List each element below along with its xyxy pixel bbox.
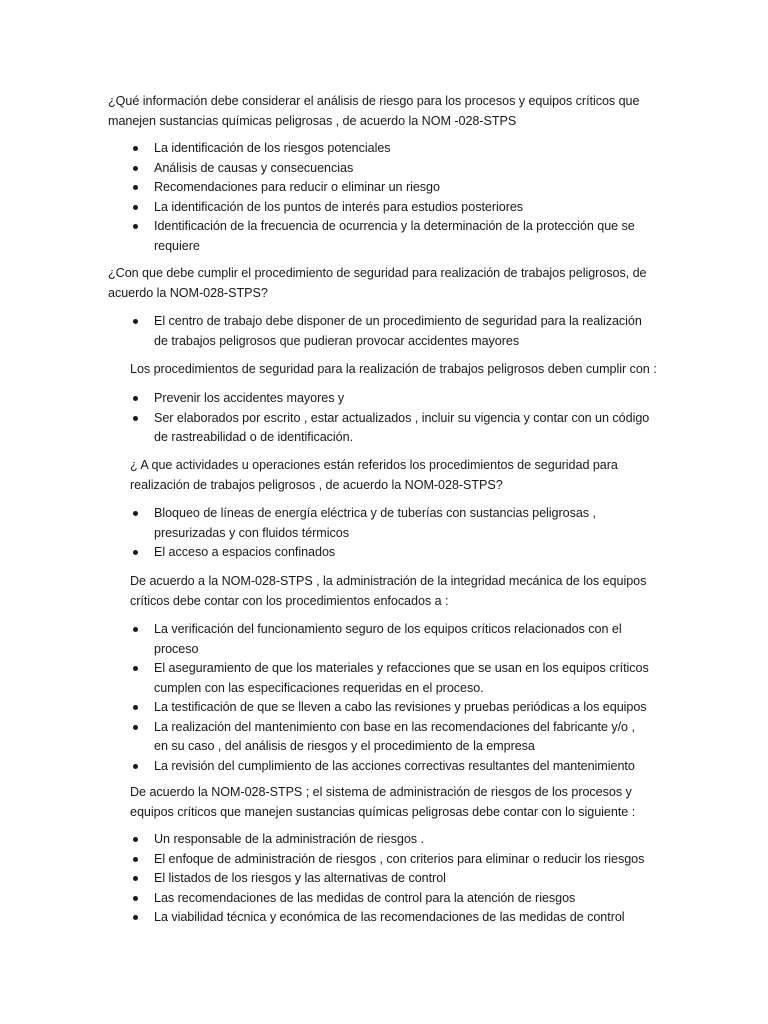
list-item: La viabilidad técnica y económica de las recomendaciones de las medidas de control [154, 910, 625, 924]
subtext: Los procedimientos de seguridad para la realización de trabajos peligrosos deben cumplir con : [130, 362, 657, 376]
question-3: ¿ A que actividades u operaciones están referidos los procedimientos de seguridad para realización de trabajos peligrosos , de acuerdo la NOM-028-STPS? [130, 458, 618, 492]
list-item: El enfoque de administración de riesgos , con criterios para eliminar o reducir los riesgos [154, 851, 645, 866]
list-item: Bloqueo de líneas de energía eléctrica y de tuberías con sustancias peligrosas , presurizadas y con fluidos térmicos [154, 506, 596, 540]
list-item: El centro de trabajo debe disponer de un procedimiento de seguridad para la realización de trabajos peligrosos que pudieran provocar accidentes mayores [154, 314, 642, 348]
list-item: Un responsable de la administración de riesgos . [154, 832, 424, 846]
list-item: La testificación de que se lleven a cabo las revisiones y pruebas periódicas a los equipos [154, 700, 647, 714]
list-item: Ser elaborados por escrito , estar actualizados , incluir su vigencia y contar con un código de rastreabilidad o de identificación. [154, 410, 650, 444]
list-item: Análisis de causas y consecuencias [154, 160, 354, 175]
list-item: La identificación de los puntos de interés para estudios posteriores [154, 199, 524, 214]
list-item: Prevenir los accidentes mayores y [154, 391, 345, 405]
list-item: La identificación de los riesgos potenciales [154, 141, 391, 155]
question-1: ¿Qué información debe considerar el análisis de riesgo para los procesos y equipos críticos que manejen sustancias químicas peligrosas , de acuerdo la NOM -028-STPS [108, 94, 640, 128]
list-item: La verificación del funcionamiento seguro de los equipos críticos relacionados con el proceso [154, 622, 622, 656]
answer-sublist-2 [130, 389, 660, 448]
answer-list-3 [130, 504, 610, 563]
list-item: Recomendaciones para reducir o eliminar un riesgo [154, 180, 440, 194]
list-item: Las recomendaciones de las medidas de control para la atención de riesgos [154, 890, 576, 905]
answer-list-1 [130, 139, 650, 256]
answer-list-5 [130, 830, 670, 928]
list-item: La realización del mantenimiento con base en las recomendaciones del fabricante y/o , en su caso , del análisis de riesgos y el procedimiento de la empresa [154, 719, 635, 753]
question-4: De acuerdo a la NOM-028-STPS , la administración de la integridad mecánica de los equipos críticos debe contar con los procedimientos enfocados a : [130, 574, 647, 608]
answer-list-2 [130, 312, 650, 351]
question-5: De acuerdo la NOM-028-STPS ; el sistema de administración de riesgos de los procesos y equipos críticos que manejen sustancias químicas peligrosas debe contar con lo siguiente : [130, 785, 636, 819]
list-item: El acceso a espacios confinados [154, 545, 336, 559]
list-item: El aseguramiento de que los materiales y refacciones que se usan en los equipos críticos cumplen con las especificaciones requeridas en el proceso. [154, 661, 649, 695]
list-item: El listados de los riesgos y las alternativas de control [154, 871, 446, 885]
list-item: La revisión del cumplimiento de las acciones correctivas resultantes del mantenimiento [154, 758, 635, 773]
list-item: Identificación de la frecuencia de ocurrencia y la determinación de la protección que se requiere [154, 219, 635, 253]
answer-list-4 [130, 620, 650, 776]
question-2: ¿Con que debe cumplir el procedimiento de seguridad para realización de trabajos peligrosos, de acuerdo la NOM-028-STPS? [108, 266, 647, 300]
